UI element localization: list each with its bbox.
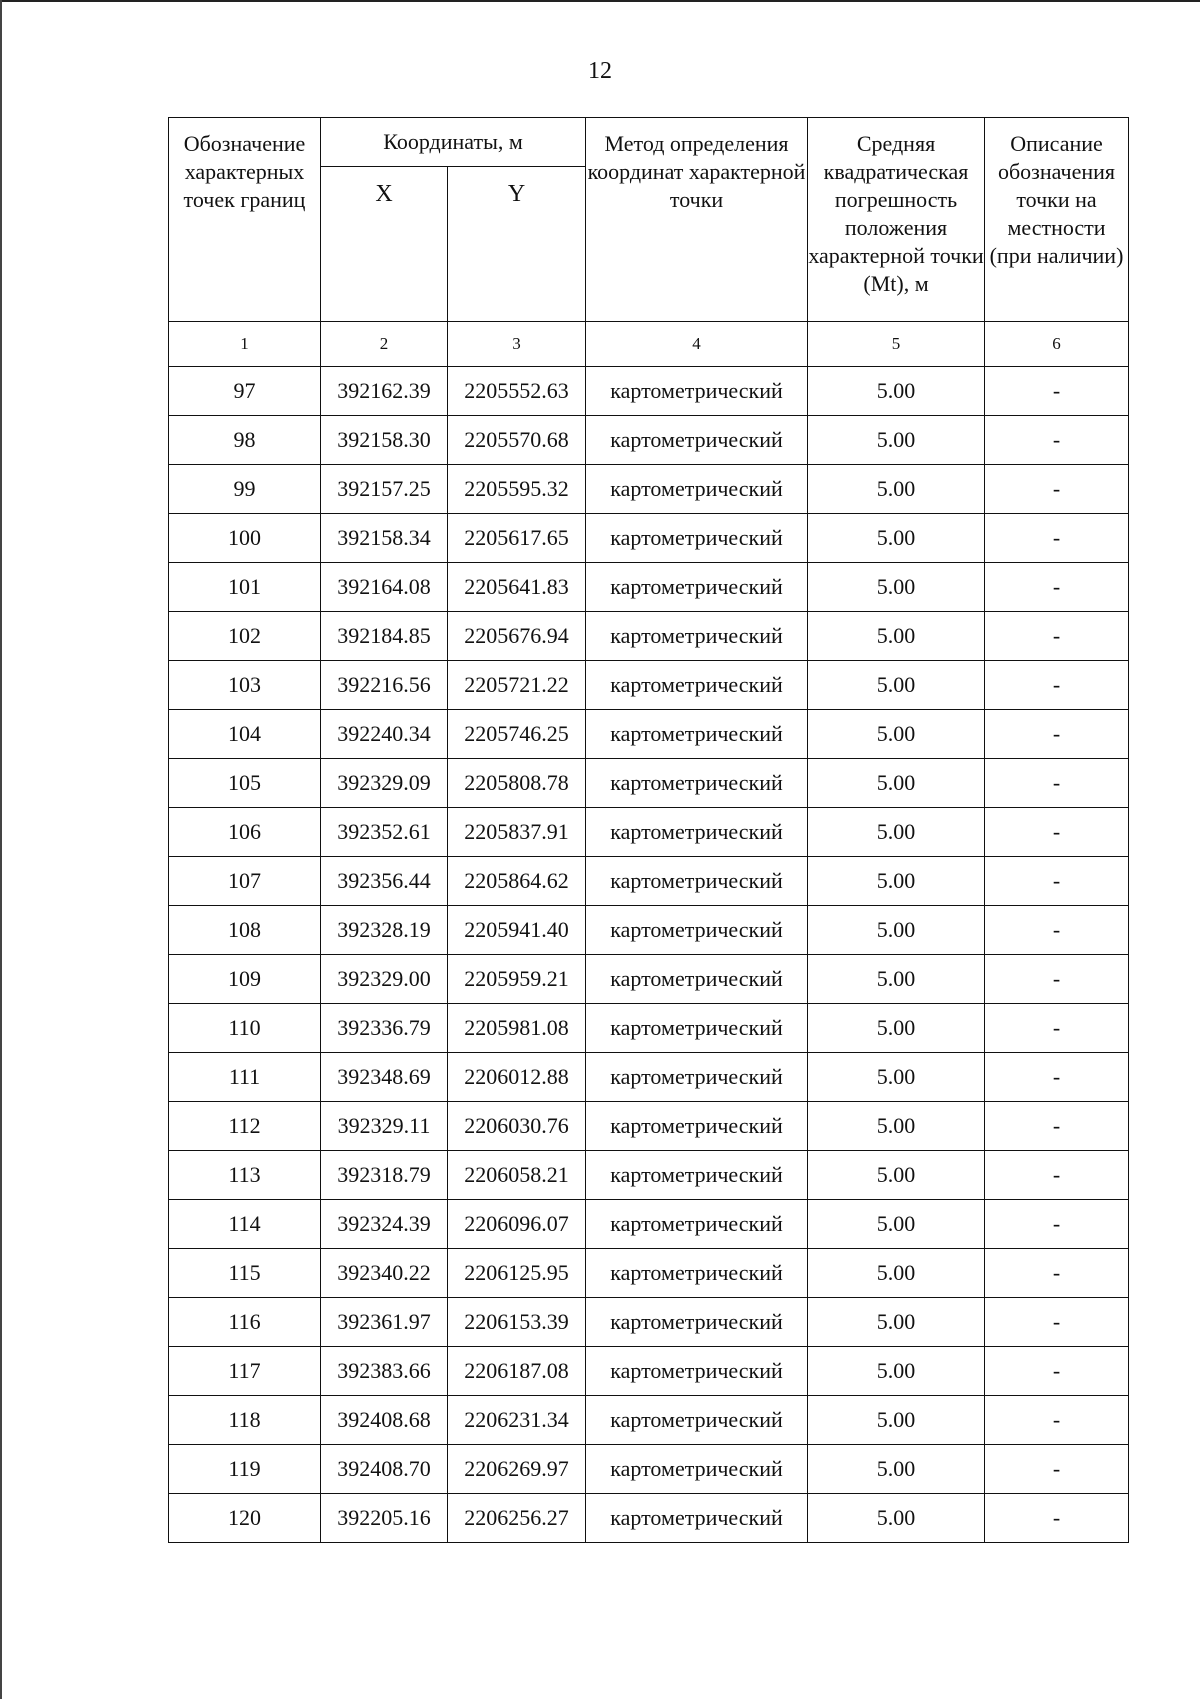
cell-y: 2206256.27 [448, 1494, 586, 1543]
cell-x: 392158.30 [321, 416, 448, 465]
table-row [169, 1494, 1129, 1543]
cell-y: 2205864.62 [448, 857, 586, 906]
table-row [169, 759, 1129, 808]
cell-y: 2205941.40 [448, 906, 586, 955]
cell-description: - [985, 1004, 1129, 1053]
cell-y: 2205641.83 [448, 563, 586, 612]
cell-method: картометрический [586, 955, 808, 1004]
header-method: Метод определения координат характерной точки [586, 118, 808, 322]
cell-method: картометрический [586, 1445, 808, 1494]
column-number: 4 [586, 322, 808, 367]
cell-method: картометрический [586, 1396, 808, 1445]
cell-point: 100 [169, 514, 321, 563]
header-error: Средняя квадратическая погрешность положения характерной точки (Mt), м [808, 118, 985, 322]
cell-x: 392162.39 [321, 367, 448, 416]
cell-x: 392324.39 [321, 1200, 448, 1249]
cell-y: 2205959.21 [448, 955, 586, 1004]
cell-error: 5.00 [808, 1249, 985, 1298]
cell-y: 2206096.07 [448, 1200, 586, 1249]
cell-point: 111 [169, 1053, 321, 1102]
cell-error: 5.00 [808, 1347, 985, 1396]
cell-point: 107 [169, 857, 321, 906]
cell-method: картометрический [586, 906, 808, 955]
table-row [169, 367, 1129, 416]
cell-point: 97 [169, 367, 321, 416]
scan-edge-left [0, 0, 2, 1699]
cell-method: картометрический [586, 857, 808, 906]
cell-description: - [985, 955, 1129, 1004]
column-number: 3 [448, 322, 586, 367]
cell-method: картометрический [586, 1494, 808, 1543]
table-row [169, 416, 1129, 465]
cell-method: картометрический [586, 367, 808, 416]
cell-point: 117 [169, 1347, 321, 1396]
cell-y: 2206030.76 [448, 1102, 586, 1151]
cell-point: 120 [169, 1494, 321, 1543]
cell-error: 5.00 [808, 514, 985, 563]
cell-error: 5.00 [808, 416, 985, 465]
table-row [169, 1004, 1129, 1053]
cell-description: - [985, 1396, 1129, 1445]
cell-description: - [985, 563, 1129, 612]
cell-x: 392329.00 [321, 955, 448, 1004]
cell-point: 116 [169, 1298, 321, 1347]
cell-point: 99 [169, 465, 321, 514]
cell-y: 2205676.94 [448, 612, 586, 661]
cell-x: 392383.66 [321, 1347, 448, 1396]
cell-point: 102 [169, 612, 321, 661]
cell-description: - [985, 759, 1129, 808]
cell-method: картометрический [586, 808, 808, 857]
cell-description: - [985, 465, 1129, 514]
cell-method: картометрический [586, 416, 808, 465]
cell-error: 5.00 [808, 563, 985, 612]
table-row [169, 1151, 1129, 1200]
cell-description: - [985, 710, 1129, 759]
cell-point: 103 [169, 661, 321, 710]
column-number: 5 [808, 322, 985, 367]
table-row [169, 906, 1129, 955]
cell-description: - [985, 808, 1129, 857]
header-coordinates: Координаты, м [321, 118, 586, 167]
cell-point: 110 [169, 1004, 321, 1053]
cell-error: 5.00 [808, 1151, 985, 1200]
cell-description: - [985, 906, 1129, 955]
cell-x: 392361.97 [321, 1298, 448, 1347]
cell-method: картометрический [586, 1004, 808, 1053]
table-row [169, 857, 1129, 906]
cell-point: 118 [169, 1396, 321, 1445]
cell-description: - [985, 514, 1129, 563]
cell-description: - [985, 857, 1129, 906]
cell-error: 5.00 [808, 955, 985, 1004]
cell-description: - [985, 1102, 1129, 1151]
cell-description: - [985, 1347, 1129, 1396]
cell-error: 5.00 [808, 759, 985, 808]
cell-x: 392329.11 [321, 1102, 448, 1151]
cell-error: 5.00 [808, 808, 985, 857]
cell-x: 392164.08 [321, 563, 448, 612]
cell-point: 109 [169, 955, 321, 1004]
cell-x: 392329.09 [321, 759, 448, 808]
cell-point: 101 [169, 563, 321, 612]
cell-x: 392318.79 [321, 1151, 448, 1200]
cell-error: 5.00 [808, 367, 985, 416]
cell-x: 392352.61 [321, 808, 448, 857]
header-point: Обозначение характерных точек границ [169, 118, 321, 322]
cell-method: картометрический [586, 1200, 808, 1249]
cell-point: 98 [169, 416, 321, 465]
column-number: 2 [321, 322, 448, 367]
cell-point: 115 [169, 1249, 321, 1298]
cell-x: 392184.85 [321, 612, 448, 661]
cell-error: 5.00 [808, 1494, 985, 1543]
table-row [169, 1298, 1129, 1347]
cell-description: - [985, 1249, 1129, 1298]
cell-error: 5.00 [808, 661, 985, 710]
cell-error: 5.00 [808, 1200, 985, 1249]
cell-method: картометрический [586, 661, 808, 710]
cell-method: картометрический [586, 465, 808, 514]
header-x: X [321, 167, 448, 322]
cell-method: картометрический [586, 1347, 808, 1396]
cell-y: 2205981.08 [448, 1004, 586, 1053]
cell-method: картометрический [586, 1053, 808, 1102]
cell-x: 392340.22 [321, 1249, 448, 1298]
scan-edge-top [0, 0, 1200, 2]
cell-x: 392216.56 [321, 661, 448, 710]
cell-error: 5.00 [808, 1053, 985, 1102]
cell-error: 5.00 [808, 1102, 985, 1151]
cell-x: 392348.69 [321, 1053, 448, 1102]
cell-y: 2206058.21 [448, 1151, 586, 1200]
cell-x: 392158.34 [321, 514, 448, 563]
cell-method: картометрический [586, 1151, 808, 1200]
cell-x: 392356.44 [321, 857, 448, 906]
cell-error: 5.00 [808, 612, 985, 661]
cell-y: 2206231.34 [448, 1396, 586, 1445]
cell-y: 2205617.65 [448, 514, 586, 563]
cell-error: 5.00 [808, 857, 985, 906]
cell-method: картометрический [586, 563, 808, 612]
cell-error: 5.00 [808, 710, 985, 759]
cell-y: 2205837.91 [448, 808, 586, 857]
cell-description: - [985, 1151, 1129, 1200]
cell-description: - [985, 416, 1129, 465]
cell-description: - [985, 1494, 1129, 1543]
table-row [169, 955, 1129, 1004]
table-row [169, 563, 1129, 612]
cell-description: - [985, 1053, 1129, 1102]
cell-method: картометрический [586, 612, 808, 661]
column-number: 1 [169, 322, 321, 367]
cell-description: - [985, 1200, 1129, 1249]
cell-error: 5.00 [808, 1298, 985, 1347]
cell-point: 112 [169, 1102, 321, 1151]
cell-method: картометрический [586, 759, 808, 808]
cell-x: 392240.34 [321, 710, 448, 759]
cell-y: 2205721.22 [448, 661, 586, 710]
cell-x: 392205.16 [321, 1494, 448, 1543]
cell-description: - [985, 367, 1129, 416]
header-description: Описание обозначения точки на местности (при наличии) [985, 118, 1129, 322]
table-row [169, 1200, 1129, 1249]
table-row [169, 1445, 1129, 1494]
column-number-row [169, 322, 1129, 367]
cell-method: картометрический [586, 1249, 808, 1298]
table-row [169, 661, 1129, 710]
cell-description: - [985, 612, 1129, 661]
table-row [169, 1347, 1129, 1396]
cell-point: 113 [169, 1151, 321, 1200]
cell-point: 104 [169, 710, 321, 759]
cell-y: 2206012.88 [448, 1053, 586, 1102]
cell-method: картометрический [586, 1298, 808, 1347]
cell-x: 392408.70 [321, 1445, 448, 1494]
table-row [169, 710, 1129, 759]
table-row [169, 1249, 1129, 1298]
cell-y: 2206125.95 [448, 1249, 586, 1298]
cell-point: 119 [169, 1445, 321, 1494]
table-body [169, 367, 1129, 1543]
cell-x: 392336.79 [321, 1004, 448, 1053]
page-number: 12 [588, 58, 612, 84]
cell-y: 2205570.68 [448, 416, 586, 465]
cell-error: 5.00 [808, 465, 985, 514]
cell-point: 108 [169, 906, 321, 955]
cell-point: 114 [169, 1200, 321, 1249]
table-row [169, 514, 1129, 563]
table-row [169, 1102, 1129, 1151]
cell-x: 392328.19 [321, 906, 448, 955]
coordinates-table [168, 117, 1129, 1543]
cell-description: - [985, 1445, 1129, 1494]
column-number: 6 [985, 322, 1129, 367]
cell-description: - [985, 661, 1129, 710]
cell-point: 106 [169, 808, 321, 857]
cell-x: 392408.68 [321, 1396, 448, 1445]
cell-y: 2205746.25 [448, 710, 586, 759]
table-row [169, 465, 1129, 514]
cell-error: 5.00 [808, 1445, 985, 1494]
table-row [169, 612, 1129, 661]
cell-y: 2206187.08 [448, 1347, 586, 1396]
table-row [169, 1396, 1129, 1445]
cell-y: 2206153.39 [448, 1298, 586, 1347]
cell-description: - [985, 1298, 1129, 1347]
cell-error: 5.00 [808, 906, 985, 955]
table-row [169, 808, 1129, 857]
cell-x: 392157.25 [321, 465, 448, 514]
cell-y: 2206269.97 [448, 1445, 586, 1494]
cell-method: картометрический [586, 514, 808, 563]
cell-method: картометрический [586, 710, 808, 759]
cell-y: 2205552.63 [448, 367, 586, 416]
cell-y: 2205595.32 [448, 465, 586, 514]
cell-error: 5.00 [808, 1004, 985, 1053]
cell-y: 2205808.78 [448, 759, 586, 808]
table-row [169, 1053, 1129, 1102]
cell-point: 105 [169, 759, 321, 808]
cell-method: картометрический [586, 1102, 808, 1151]
cell-error: 5.00 [808, 1396, 985, 1445]
header-y: Y [448, 167, 586, 322]
